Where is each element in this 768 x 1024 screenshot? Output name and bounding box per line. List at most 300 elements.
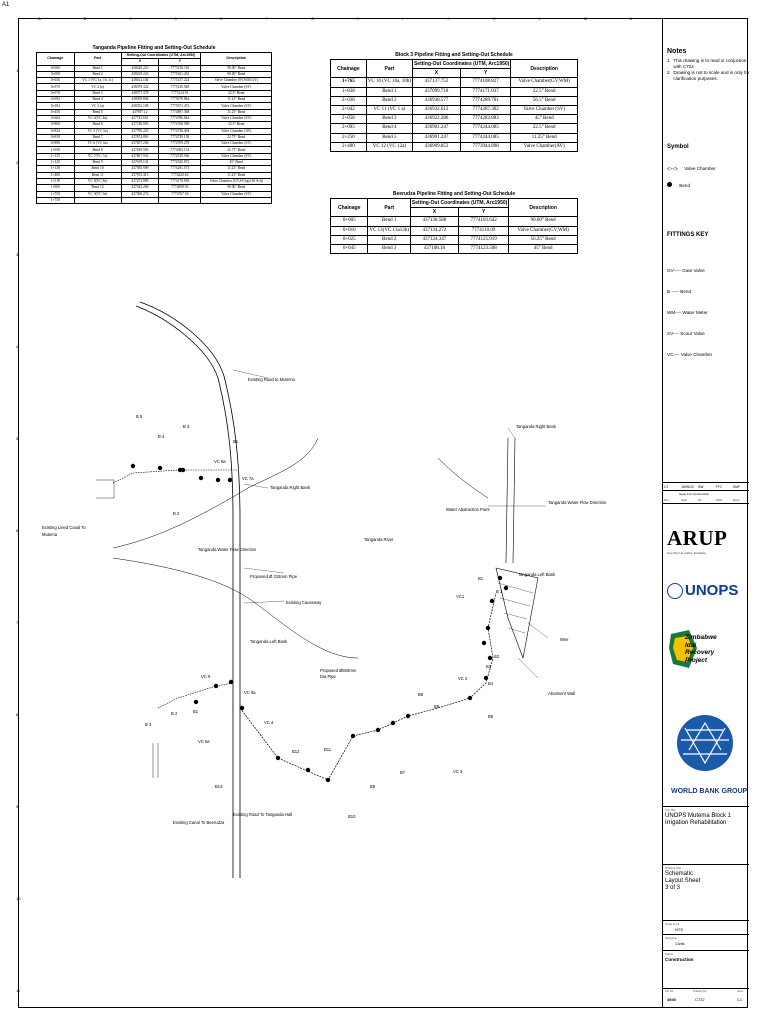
table-header-cell: Part bbox=[74, 53, 121, 66]
table-cell: Valve Chamber(GV,WM) bbox=[511, 78, 578, 87]
table-cell: 45° Bend bbox=[201, 160, 272, 166]
table-cell: 22.5° Bend bbox=[201, 122, 272, 128]
status-block bbox=[663, 950, 749, 968]
table-cell: 1+038 bbox=[37, 147, 75, 153]
notes-title: Notes bbox=[667, 48, 687, 55]
column-label: N bbox=[629, 16, 633, 21]
table-cell: 0+838 bbox=[37, 134, 75, 140]
table-cell: 1+765 bbox=[331, 78, 367, 87]
table-cell: 437138.588 bbox=[410, 217, 458, 226]
table-cell: Valve Chamber(GV,WM) bbox=[509, 226, 578, 235]
fitting-key-item: B ----- Bend bbox=[667, 289, 691, 294]
label-lined-canal-1: Existing Lined Canal To bbox=[42, 525, 86, 530]
label-canal-beerudza: Existing Canal To Beerudza bbox=[173, 820, 225, 825]
bend-marker bbox=[351, 734, 355, 738]
table-cell: VC 9(VC 9a) bbox=[74, 191, 121, 197]
symbol-bend-row bbox=[667, 182, 690, 188]
scale-value: NTS bbox=[675, 927, 683, 932]
table-cell: 45° Bend bbox=[511, 115, 578, 124]
status-value: Construction bbox=[665, 957, 694, 962]
fitting-marker-label: B10 bbox=[348, 814, 356, 819]
table-cell: 7774746.404 bbox=[159, 128, 201, 134]
table-cell: 1+518 bbox=[37, 178, 75, 184]
row-label: 8 bbox=[16, 712, 19, 717]
bend-marker bbox=[276, 756, 280, 760]
bend-marker bbox=[484, 676, 488, 680]
table-header-cell: Chainage bbox=[331, 60, 367, 78]
label-water-flow-2: Tanganda Water Flow Direction bbox=[548, 500, 607, 505]
drawing-number-block bbox=[663, 988, 749, 1009]
label-weir: Weir bbox=[560, 637, 569, 642]
label-tanganda-right-bank: Tanganda Right Bank bbox=[270, 485, 311, 490]
label-road-mutema: Existing Road to Mutema bbox=[248, 377, 295, 382]
bend-marker bbox=[229, 680, 233, 684]
fitting-markers bbox=[131, 414, 508, 819]
table-cell: Bend 7 bbox=[74, 134, 121, 140]
world-bank-globe-icon bbox=[675, 708, 735, 778]
row-label: 9 bbox=[16, 804, 19, 809]
table-cell: 7773944.898 bbox=[460, 142, 510, 151]
table-cell: 7774709.278 bbox=[159, 141, 201, 147]
zim-logo-text bbox=[685, 634, 727, 664]
column-label: H bbox=[356, 16, 360, 21]
table-cell: 438352.108 bbox=[121, 103, 159, 109]
table-cell: Bend 9 bbox=[74, 160, 121, 166]
un-emblem-icon bbox=[667, 583, 683, 599]
revision-cell: GMF bbox=[732, 484, 740, 489]
table-cell: Bend 5 bbox=[74, 109, 121, 115]
table-cell: 438412.104 bbox=[121, 78, 159, 84]
column-label: L bbox=[538, 16, 541, 21]
table-cell: 437697.12 bbox=[121, 109, 159, 115]
weir-outline bbox=[496, 568, 538, 658]
table-cell: 7774103.642 bbox=[458, 217, 508, 226]
fitting-marker-label: B6 bbox=[434, 704, 440, 709]
table-header-cell: Chainage bbox=[37, 53, 75, 66]
fitting-marker-label: VC 8a bbox=[214, 459, 226, 464]
table-cell: 0+834 bbox=[37, 128, 75, 134]
fitting-key-item: SV---- Scour Valve bbox=[667, 331, 705, 336]
table-cell: 436938.577 bbox=[412, 96, 460, 105]
table-cell: Bend 5 bbox=[366, 133, 412, 142]
table-header-cell: Part bbox=[368, 199, 410, 217]
discipline-label: Discipline bbox=[665, 936, 677, 940]
label-left-bank-1: Tanganda Left Bank bbox=[250, 639, 288, 644]
fitting-marker-label: VC 7a bbox=[242, 476, 254, 481]
table-cell: 7774178.838 bbox=[159, 178, 201, 184]
table-cell: 438379.322 bbox=[121, 84, 159, 90]
bend-marker bbox=[158, 466, 162, 470]
table-cell: 7774123.508 bbox=[458, 244, 508, 253]
discipline-block bbox=[663, 934, 749, 948]
drawing-no-label: Drawing No bbox=[693, 990, 707, 993]
table-cell: 437343.269 bbox=[121, 185, 159, 191]
table-cell: 437700.225 bbox=[121, 128, 159, 134]
row-label: 6 bbox=[16, 528, 19, 533]
table-header-cell: Setting-Out Coordinates (UTM, Arc1950) bbox=[121, 53, 201, 59]
table-cell: 7774897.368 bbox=[159, 109, 201, 115]
table-cell: 438418.223 bbox=[121, 71, 159, 77]
table-cell: 7774289.701 bbox=[460, 96, 510, 105]
bend-marker bbox=[376, 728, 380, 732]
table-header-cell: Chainage bbox=[331, 199, 368, 217]
revision-header-cell: Chkd bbox=[715, 498, 723, 502]
table-cell: 436932.613 bbox=[412, 105, 460, 114]
label-abutment: Abutment Wall bbox=[548, 691, 576, 696]
table-cell: 0+890 bbox=[37, 141, 75, 147]
unops-logo bbox=[667, 582, 738, 599]
table-cell: 11.25° Bend bbox=[201, 97, 272, 103]
table-cell: 2+400 bbox=[331, 142, 367, 151]
status-label: Status bbox=[665, 952, 673, 956]
bend-marker bbox=[131, 464, 135, 468]
table-cell: 90.00° Bend bbox=[509, 217, 578, 226]
arup-address: Arup (Pty) Ltd, Harare, Zimbabwe bbox=[667, 552, 706, 555]
table-cell: Bend 2 bbox=[74, 71, 121, 77]
table-cell: 2+038 bbox=[331, 96, 367, 105]
table-cell: 2+250 bbox=[331, 133, 367, 142]
table-cell: 90.00° Bend bbox=[201, 185, 272, 191]
table-cell: 7774539.566 bbox=[159, 153, 201, 159]
symbol-bend-label: Bend bbox=[679, 183, 691, 188]
table-cell: 0+010 bbox=[331, 226, 368, 235]
table-cell: Bend 10 bbox=[74, 166, 121, 172]
bend-marker bbox=[228, 478, 232, 482]
table-cell: VC 1 (VC 1a, 1b, 1c) bbox=[74, 78, 121, 84]
bend-marker bbox=[498, 576, 502, 580]
table-cell: 7775161.452 bbox=[159, 71, 201, 77]
job-number: 4940 bbox=[667, 997, 676, 1002]
symbol-valve-label: Valve Chamber bbox=[684, 166, 716, 171]
fitting-marker-label: B1 bbox=[233, 439, 239, 444]
title-block bbox=[662, 18, 748, 1008]
fitting-marker-label: B11 bbox=[324, 747, 332, 752]
river-bank-mid bbox=[113, 558, 358, 658]
scale-label: Scale at A1 bbox=[665, 922, 680, 926]
table-cell: 1+758 bbox=[37, 197, 75, 203]
table-cell: 7775137.224 bbox=[159, 78, 201, 84]
fitting-key-item: GV----- Gate Valve bbox=[667, 268, 705, 273]
world-bank-logo bbox=[675, 708, 735, 780]
table-header-cell: Part bbox=[366, 60, 412, 78]
table-subheader-cell: X bbox=[412, 69, 460, 78]
table-cell: 2+042 bbox=[331, 105, 367, 114]
beerudza-canal bbox=[153, 743, 158, 778]
fitting-marker-label: B 2 bbox=[173, 511, 180, 516]
revision-description: Issue For Construction bbox=[679, 492, 710, 496]
table-cell: 437272.889 bbox=[121, 178, 159, 184]
row-label: 4 bbox=[16, 344, 19, 349]
table-cell: Bend 11 bbox=[74, 172, 121, 178]
table-cell: Bend 2 bbox=[368, 235, 410, 244]
table-cell: 436909.853 bbox=[412, 142, 460, 151]
label-pipe-500-2: Dia Pipe bbox=[320, 674, 336, 679]
pipe-500-alignment bbox=[240, 593, 496, 780]
table-cell: VC 5 (VC 5a) bbox=[74, 128, 121, 134]
issue-label: Issue bbox=[737, 990, 744, 993]
table-cell: VC 4(VC 4a) bbox=[74, 115, 121, 121]
table-cell: Bend 12 bbox=[74, 185, 121, 191]
revision-headers bbox=[663, 497, 749, 503]
channel-line-b bbox=[513, 438, 515, 563]
table-cell: 438359.804 bbox=[121, 97, 159, 103]
fitting-marker-label: B 2 bbox=[171, 711, 178, 716]
table-cell: 437108.18 bbox=[410, 244, 458, 253]
table-cell: 437674.863 bbox=[121, 134, 159, 140]
table-cell: 22.5° Bend bbox=[201, 90, 272, 96]
table-cell: VC 8(VC 8a) bbox=[74, 178, 121, 184]
table-subheader-cell: Y bbox=[460, 69, 510, 78]
bend-marker bbox=[490, 599, 494, 603]
column-label: M bbox=[584, 16, 588, 21]
label-pipe-315: Proposed Ø 315mm Pipe bbox=[250, 574, 298, 579]
table-cell: 437124.347 bbox=[410, 235, 458, 244]
table-header-cell: Description bbox=[201, 53, 272, 66]
fitting-marker-label: B3 bbox=[486, 664, 492, 669]
table-cell: Valve Chamber (SV) bbox=[201, 141, 272, 147]
world-bank-text: WORLD BANK GROUP bbox=[671, 788, 748, 795]
bend-marker bbox=[216, 478, 220, 482]
river-bank-upper bbox=[113, 438, 318, 548]
table-cell: 45° Bend bbox=[509, 244, 578, 253]
table-cell: 2+058 bbox=[331, 115, 367, 124]
column-label: I bbox=[402, 16, 404, 21]
table-cell: 1+600 bbox=[37, 185, 75, 191]
table-cell: 7774282.883 bbox=[460, 115, 510, 124]
row-label: 10 bbox=[16, 896, 21, 901]
bend-marker bbox=[406, 714, 410, 718]
table-cell: Valve Chamber(AV) bbox=[511, 142, 578, 151]
table-cell: 437134.272 bbox=[410, 226, 458, 235]
drawing-title: Schematic Layout Sheet 3 of 3 bbox=[665, 871, 701, 891]
arup-logo: ARUP bbox=[667, 526, 728, 550]
table-cell: Bend 6 bbox=[74, 122, 121, 128]
table-subheader-cell: Y bbox=[458, 208, 508, 217]
table-cell: 7774099.93 bbox=[159, 185, 201, 191]
label-causeway: Existing Causeway bbox=[286, 600, 322, 605]
label-lined-canal-2: Mutema bbox=[42, 532, 58, 537]
table-cell: VC 13(VC 13a13b) bbox=[368, 226, 410, 235]
table-cell: 22.75° Bend bbox=[201, 147, 272, 153]
table-cell: 0+005 bbox=[331, 217, 368, 226]
leader-causeway bbox=[244, 601, 284, 603]
zim-idai-logo bbox=[667, 628, 727, 684]
drawing-number: C722 bbox=[695, 997, 705, 1002]
fitting-marker-label: B8 bbox=[418, 692, 424, 697]
bend-marker bbox=[199, 476, 203, 480]
fitting-marker-label: B 3 bbox=[183, 424, 190, 429]
table-cell: VC 11 (VC 1 a) bbox=[366, 105, 412, 114]
fitting-marker-label: B 1 bbox=[496, 589, 503, 594]
table-cell: Valve Chamber (SV) bbox=[201, 103, 272, 109]
revision-cell: BW bbox=[698, 484, 704, 489]
table-cell: 1+138 bbox=[37, 166, 75, 172]
table-cell: 7774108.827 bbox=[460, 78, 510, 87]
table-cell: 436901.247 bbox=[412, 124, 460, 133]
leader-right-bank bbox=[244, 484, 268, 488]
table-cell: 0+800 bbox=[37, 122, 75, 128]
fitting-marker-label: B 5 bbox=[136, 414, 143, 419]
table-cell: Valve Chamber (AV) bbox=[201, 128, 272, 134]
fitting-key-item: VC---- Valve Chamber bbox=[667, 352, 713, 357]
table-header-cell: Setting-Out Coordinates (UTM, Arc1950) bbox=[413, 61, 510, 68]
label-pipe-500-1: Proposed Ø500mm bbox=[320, 668, 357, 673]
column-label: K bbox=[493, 16, 496, 21]
table-cell: Valve Chamber (SV) bbox=[201, 191, 272, 197]
fitting-marker-label: VC 5a bbox=[198, 739, 210, 744]
road-line-left bbox=[136, 306, 233, 878]
label-tanganda-right-bank-2: Tanganda Right Bank bbox=[516, 424, 557, 429]
valve-chamber-icon: -▷◁- bbox=[667, 166, 679, 172]
fitting-key-item: WM---- Water Meter bbox=[667, 310, 708, 315]
table-cell: 1+838 bbox=[331, 87, 367, 96]
table-cell: 11.25° Bend bbox=[511, 133, 578, 142]
table-cell: 7774287.302 bbox=[460, 105, 510, 114]
fitting-marker-label: B4 bbox=[488, 681, 494, 686]
job-title-block bbox=[663, 806, 749, 854]
table-cell: 7774520.872 bbox=[159, 160, 201, 166]
fitting-marker-label: B7 bbox=[400, 770, 406, 775]
scale-block bbox=[663, 920, 749, 934]
table-cell: VC 10 (VC 10a, 10b) bbox=[366, 78, 412, 87]
table-cell: 7774291.573 bbox=[159, 166, 201, 172]
table-cell: VC 7(VC 7a) bbox=[74, 153, 121, 159]
table-cell: 0+008 bbox=[37, 71, 75, 77]
fitting-marker-label: VC 4 bbox=[264, 720, 274, 725]
revision-header-cell: Appd bbox=[732, 498, 740, 502]
label-road-hall: Existing Road To Tanganda Hall bbox=[233, 812, 293, 817]
table-cell: 1+120 bbox=[37, 160, 75, 166]
column-label: G bbox=[311, 16, 315, 21]
zim-logo-line1: Zimbabwe bbox=[685, 634, 717, 641]
table-cell: VC 2 (a) bbox=[74, 84, 121, 90]
table-cell: Valve Chamber (SV) bbox=[511, 105, 578, 114]
schematic-layout-map bbox=[18, 18, 662, 898]
bend-marker bbox=[194, 700, 198, 704]
revision-header-cell: Date bbox=[681, 498, 688, 502]
table-cell: 11.25° Bend bbox=[201, 172, 272, 178]
table-header-cell: Description bbox=[509, 199, 578, 217]
row-label: 5 bbox=[16, 436, 19, 441]
table-cell: 7774767.56 bbox=[159, 191, 201, 197]
table-cell: 1+135 bbox=[37, 153, 75, 159]
note-line: clarification purposes. bbox=[667, 76, 718, 81]
drawing-title-label: Drawing Title bbox=[665, 866, 682, 870]
fittings-title: FITTINGS KEY bbox=[667, 232, 709, 238]
column-label: D bbox=[174, 16, 178, 21]
table-cell: 0+036 bbox=[37, 78, 75, 84]
table-subheader-cell: Y bbox=[159, 59, 201, 65]
table-cell: 90.00° Bend bbox=[201, 71, 272, 77]
bend-marker bbox=[306, 768, 310, 772]
table-cell: Bend 4 bbox=[74, 97, 121, 103]
row-label: 2 bbox=[16, 160, 19, 165]
fitting-marker-label: B5 bbox=[488, 714, 494, 719]
table-cell: 437585.909 bbox=[121, 166, 159, 172]
bend-marker bbox=[391, 721, 395, 725]
fitting-marker-label: B2 bbox=[494, 654, 500, 659]
fitting-marker-label: VC 2 bbox=[458, 676, 468, 681]
fitting-marker-label: B 3 bbox=[145, 722, 152, 727]
table-cell: VC 3 (a) bbox=[74, 103, 121, 109]
table-cell: Valve Chamber (SV) bbox=[201, 84, 272, 90]
note-line: 2. Drawing is not to scale and is only for bbox=[667, 70, 750, 75]
channel-line-a bbox=[506, 438, 508, 563]
fitting-marker-label: VC 3 bbox=[453, 769, 463, 774]
leader-pipe-315 bbox=[244, 568, 284, 573]
bend-marker bbox=[504, 586, 508, 590]
table-cell: 1+750 bbox=[37, 191, 75, 197]
table-cell: 437657.206 bbox=[121, 141, 159, 147]
table-cell: 438420.223 bbox=[121, 65, 159, 71]
symbol-title: Symbol bbox=[667, 144, 689, 150]
revision-row bbox=[663, 483, 749, 491]
table-cell: 7775124.91 bbox=[159, 90, 201, 96]
table-cell: 438377.378 bbox=[121, 90, 159, 96]
table-cell: Valve Chamber (SV,WM,GV) bbox=[201, 78, 272, 84]
issue-number: C1 bbox=[737, 997, 743, 1002]
fitting-marker-label: B13 bbox=[215, 784, 223, 789]
table-header-cell: Setting-Out Coordinates (UTM, Arc1950) bbox=[411, 200, 508, 207]
block3-schedule-title: Block 3 Pipeline Fitting and Setting-Out Schedule bbox=[395, 52, 513, 58]
leader-right-bank-2 bbox=[508, 428, 515, 438]
table-cell: 11.25° Bend bbox=[201, 166, 272, 172]
revision-header-cell: Rev bbox=[664, 498, 669, 502]
bend-marker bbox=[240, 706, 244, 710]
leader-weir bbox=[528, 623, 548, 638]
table-cell: 0+045 bbox=[331, 244, 368, 253]
bend-marker bbox=[468, 696, 472, 700]
table-cell: 437725.601 bbox=[121, 115, 159, 121]
lined-canal-box bbox=[96, 480, 114, 498]
table-subheader-cell: X bbox=[410, 208, 458, 217]
table-cell: 0+000 bbox=[37, 65, 75, 71]
revision-cell: 15/09/22 bbox=[681, 484, 694, 489]
table-cell: 7774768.589 bbox=[159, 122, 201, 128]
fitting-marker-label: B9 bbox=[370, 784, 376, 789]
table-cell: 7774583.132 bbox=[159, 147, 201, 153]
bend-marker bbox=[178, 468, 182, 472]
table-cell: Bend 3 bbox=[368, 244, 410, 253]
revision-header-cell: By bbox=[698, 498, 702, 502]
job-title: UNOPS Mutema Block 1 Irrigation Rehabilitation bbox=[665, 813, 732, 826]
table-cell: 22.5° Bend bbox=[511, 87, 578, 96]
table-cell: 7774739.158 bbox=[159, 134, 201, 140]
column-label: C bbox=[129, 16, 132, 21]
table-cell: 436922.286 bbox=[412, 115, 460, 124]
note-line: with C722 bbox=[667, 64, 694, 69]
table-cell: 436901.247 bbox=[412, 133, 460, 142]
leader-abutment bbox=[518, 658, 538, 678]
table-cell: 90.00° Bend bbox=[201, 65, 272, 71]
weir-hatch bbox=[498, 583, 533, 633]
tanganda-schedule-title: Tanganda Pipeline Fitting and Setting-Out Schedule bbox=[92, 45, 216, 51]
table-cell: 437619.141 bbox=[121, 160, 159, 166]
table-cell: 11.25° Bend bbox=[201, 109, 272, 115]
fitting-marker-label: B1 bbox=[478, 576, 484, 581]
table-cell: 0+070 bbox=[37, 90, 75, 96]
table-cell: 7775071.472 bbox=[159, 103, 201, 109]
fitting-marker-label: B1 bbox=[193, 709, 199, 714]
table-cell: 437639.583 bbox=[121, 147, 159, 153]
table-cell: Valve Chamber (GV,SV,Sgr,Off Sch) bbox=[201, 178, 272, 184]
table-cell: 0+184 bbox=[37, 103, 75, 109]
table-cell: 7774786.044 bbox=[159, 115, 201, 121]
table-cell: 56.5° Bend bbox=[511, 96, 578, 105]
table-cell: 437553.413 bbox=[121, 172, 159, 178]
sheet-corner-label: A1 bbox=[2, 2, 10, 8]
table-cell: 0+025 bbox=[331, 235, 368, 244]
